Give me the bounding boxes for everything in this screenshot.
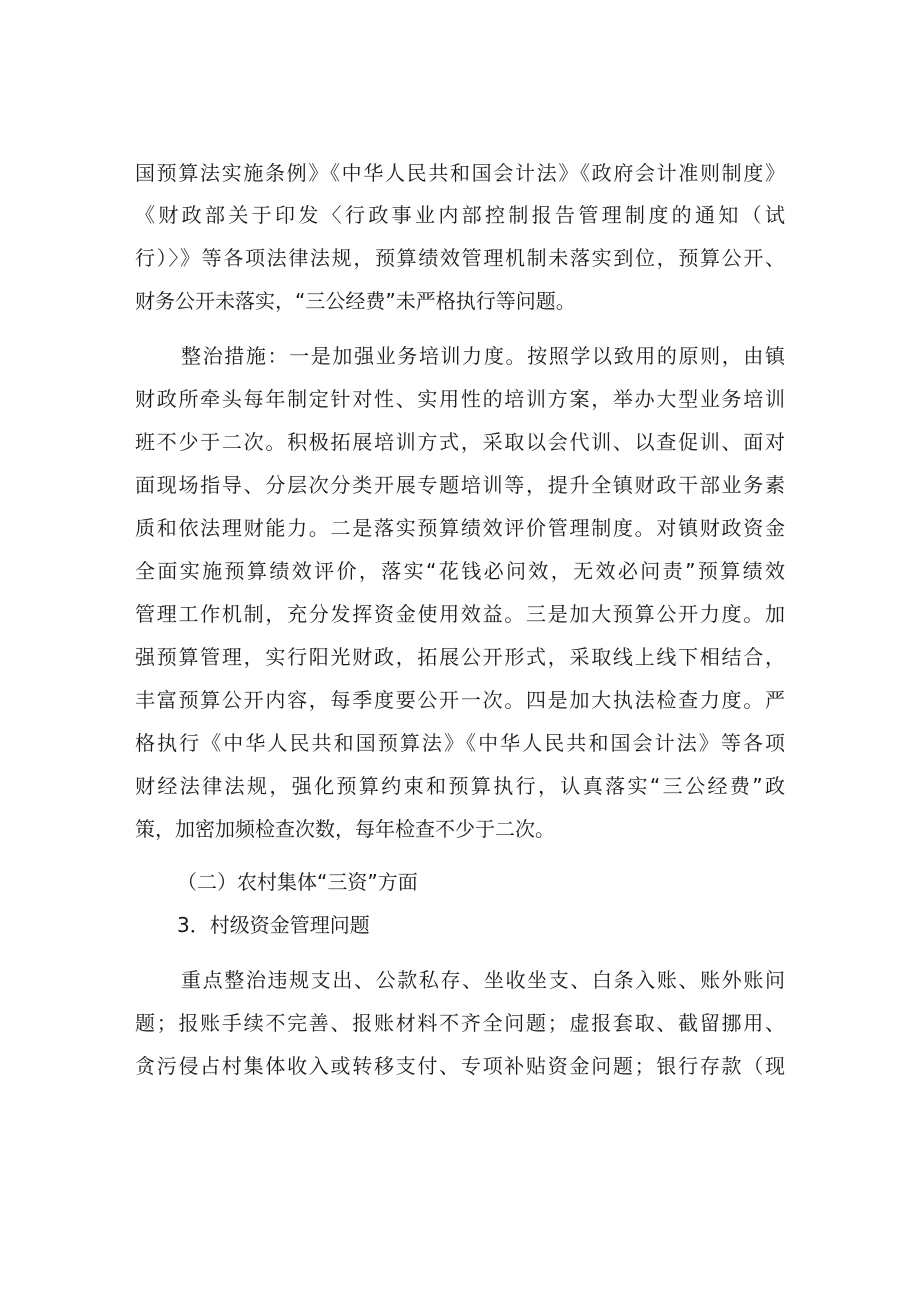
paragraph-1-line-1: 国预算法实施条例》《中华人民共和国会计法》《政府会计准则制度》 xyxy=(135,161,785,185)
paragraph-1-line-2: 《财政部关于印发〈行政事业内部控制报告管理制度的通知（试 xyxy=(135,203,785,227)
subsection-heading: 3．村级资金管理问题 xyxy=(177,913,370,937)
paragraph-2-line-4: 面现场指导、分层次分类开展专题培训等，提升全镇财政干部业务素 xyxy=(135,473,785,497)
paragraph-3-line-3: 贪污侵占村集体收入或转移支付、专项补贴资金问题；银行存款（现 xyxy=(135,1054,785,1078)
paragraph-2-line-9: 丰富预算公开内容，每季度要公开一次。四是加大执法检查力度。严 xyxy=(135,688,785,712)
paragraph-2-line-11: 财经法律法规，强化预算约束和预算执行，认真落实“三公经费”政 xyxy=(135,774,785,798)
paragraph-2-line-10: 格执行《中华人民共和国预算法》《中华人民共和国会计法》等各项 xyxy=(135,731,785,755)
paragraph-2-line-3: 班不少于二次。积极拓展培训方式，采取以会代训、以查促训、面对 xyxy=(135,430,785,454)
paragraph-2-line-8: 强预算管理，实行阳光财政，拓展公开形式，采取线上线下相结合， xyxy=(135,645,785,669)
paragraph-3-line-1: 重点整治违规支出、公款私存、坐收坐支、白条入账、账外账问 xyxy=(181,968,785,992)
paragraph-1-line-4: 财务公开未落实，“三公经费”未严格执行等问题。 xyxy=(135,289,576,313)
paragraph-2-line-1: 整治措施：一是加强业务培训力度。按照学以致用的原则，由镇 xyxy=(181,344,785,368)
paragraph-2-line-12: 策，加密加频检查次数，每年检查不少于二次。 xyxy=(135,817,555,841)
section-heading: （二）农村集体“三资”方面 xyxy=(177,870,418,894)
paragraph-2-line-7: 管理工作机制，充分发挥资金使用效益。三是加大预算公开力度。加 xyxy=(135,602,785,626)
paragraph-3-line-2: 题；报账手续不完善、报账材料不齐全问题；虚报套取、截留挪用、 xyxy=(135,1011,785,1035)
paragraph-2-line-2: 财政所牵头每年制定针对性、实用性的培训方案，举办大型业务培训 xyxy=(135,387,785,411)
paragraph-2-line-6: 全面实施预算绩效评价，落实“花钱必问效，无效必问责”预算绩效 xyxy=(135,559,785,583)
paragraph-2-line-5: 质和依法理财能力。二是落实预算绩效评价管理制度。对镇财政资金 xyxy=(135,516,785,540)
paragraph-1-line-3: 行）〉》等各项法律法规，预算绩效管理机制未落实到位，预算公开、 xyxy=(135,246,785,270)
